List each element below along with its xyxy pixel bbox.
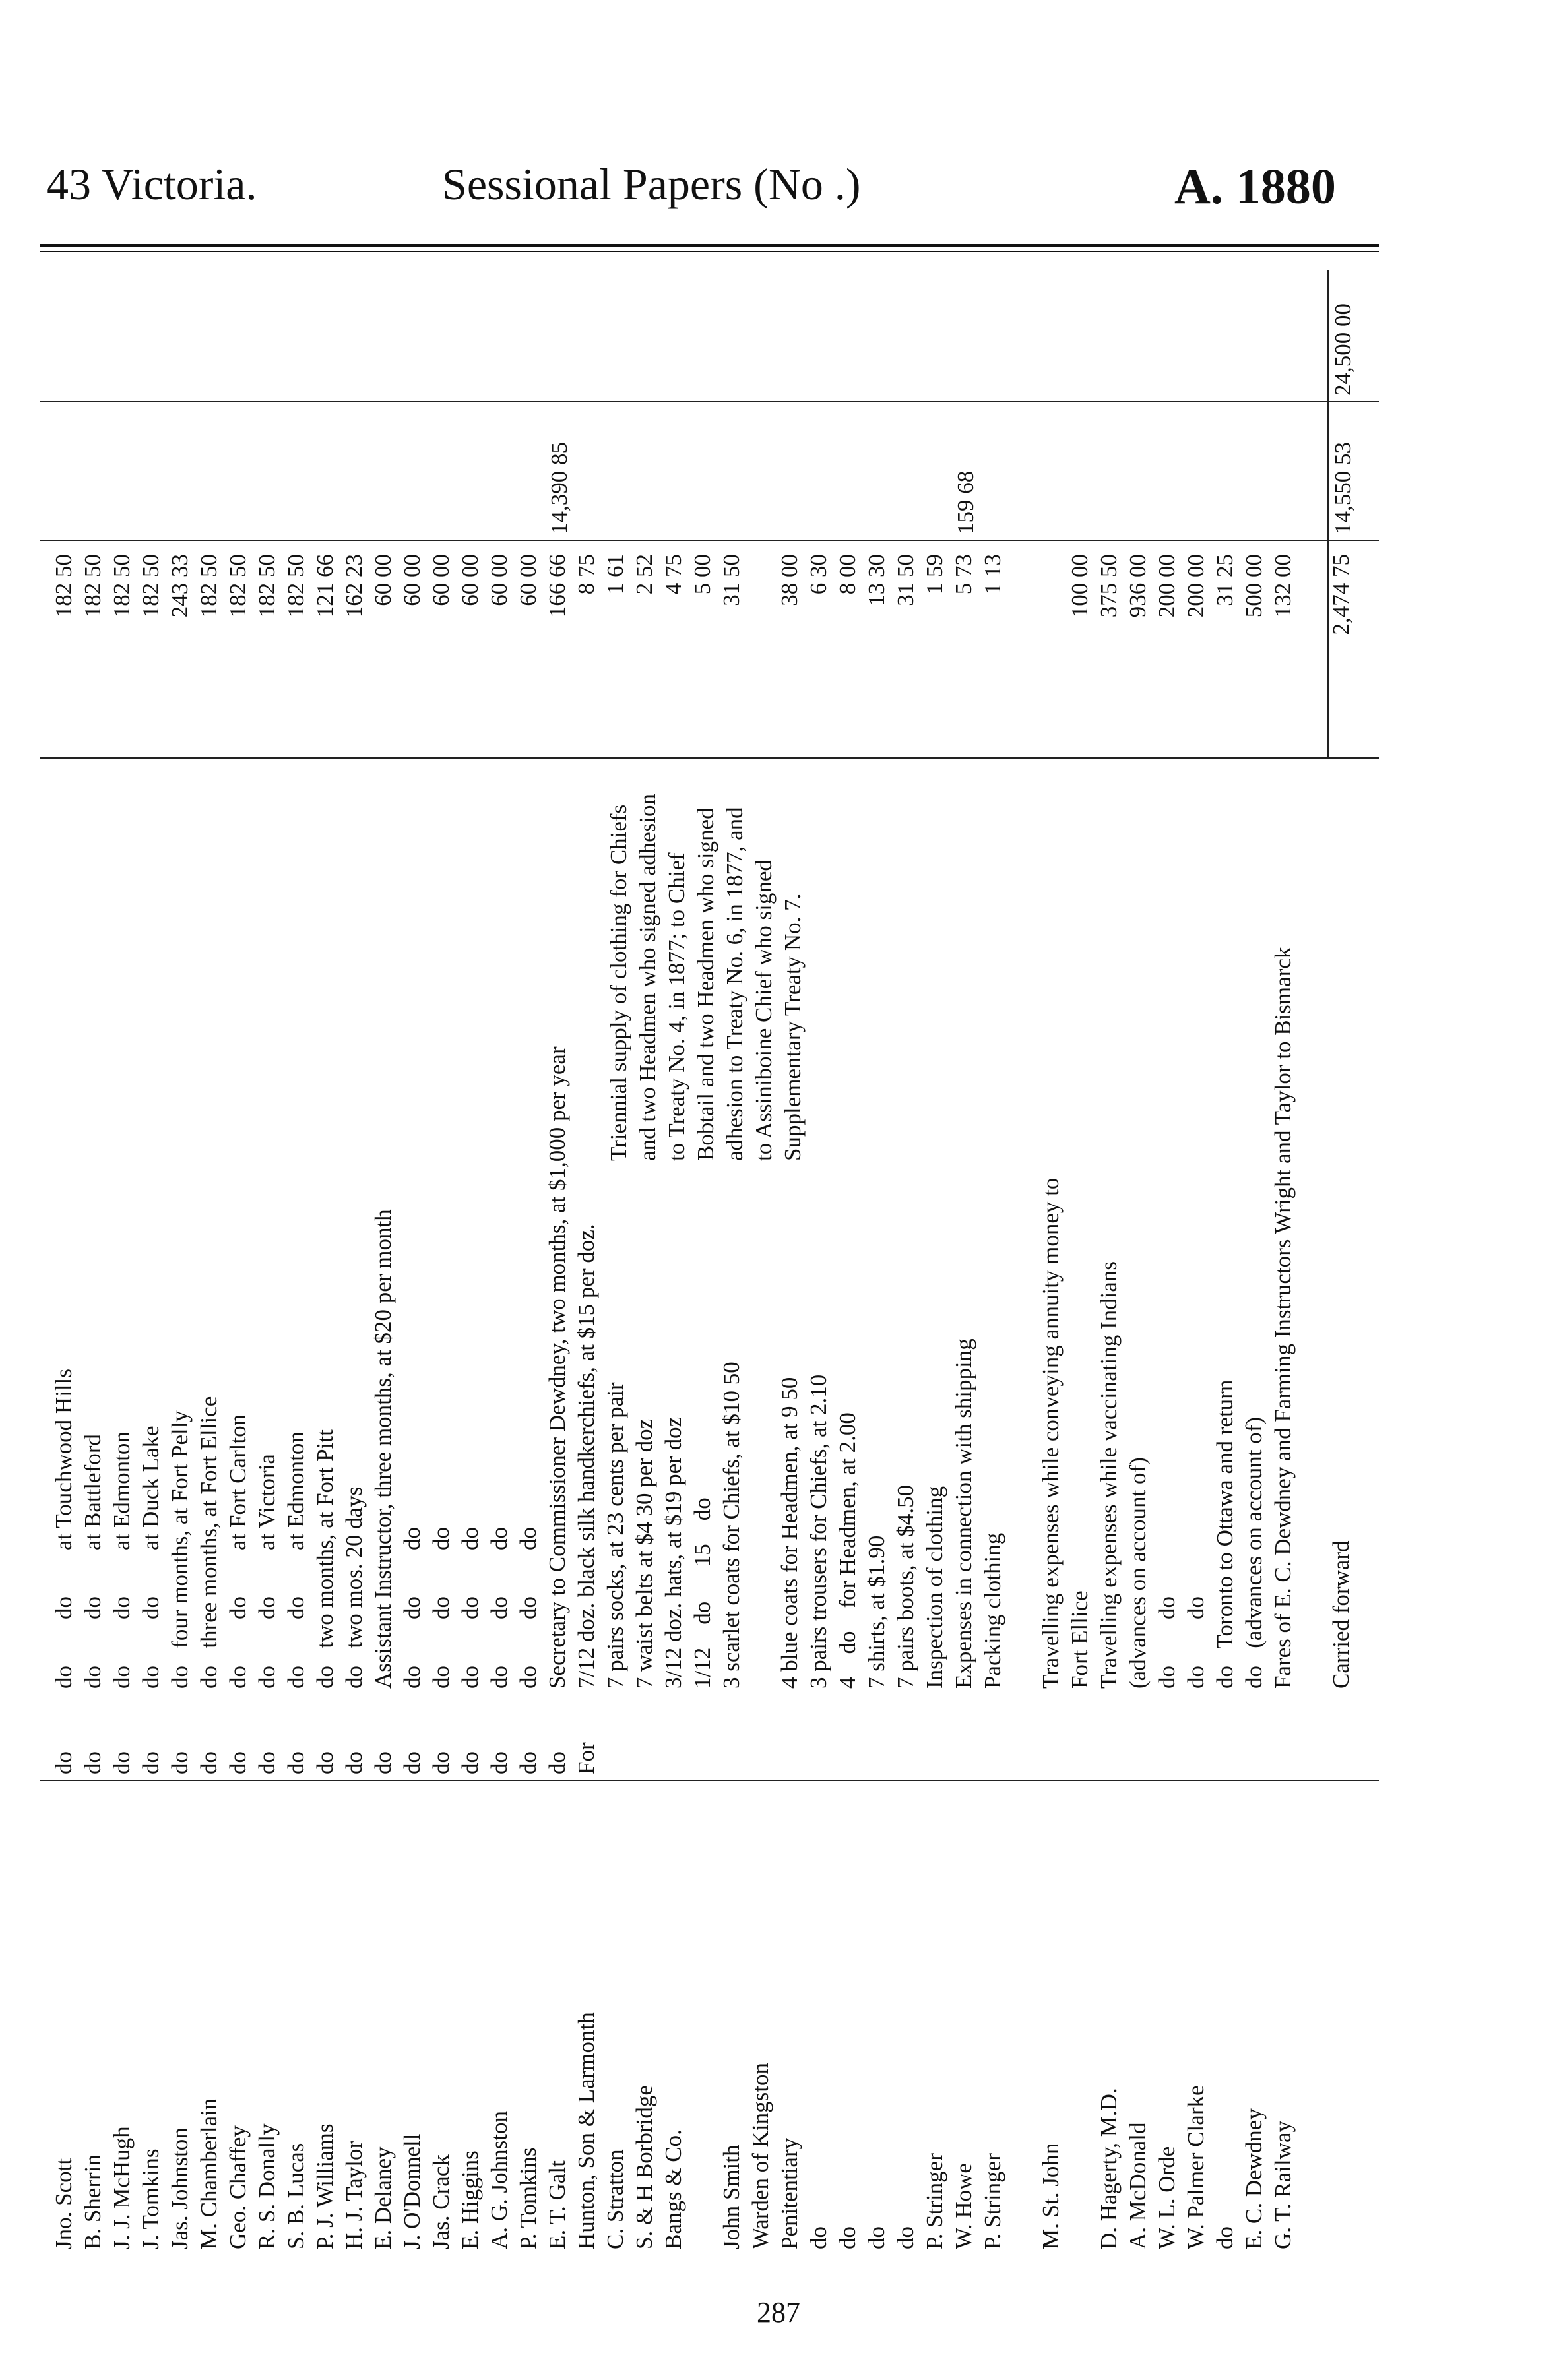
row-item: do do do: [457, 1527, 483, 1689]
table-row: [1156, 270, 1185, 2249]
row-item: do do: [1154, 1596, 1180, 1689]
row-amount: 31 25: [1212, 554, 1238, 606]
row-name: R. S. Donally: [254, 2123, 280, 2249]
row-amount: 100 00: [1067, 554, 1093, 618]
row-item: 7 shirts, at $1.90: [864, 1535, 889, 1689]
total-rule: [1327, 270, 1329, 759]
header-right: A. 1880: [1174, 159, 1336, 214]
table-row: [546, 270, 575, 2249]
row-amount: 31 50: [893, 554, 918, 606]
row-amount: 60 00: [399, 554, 425, 606]
row-amount: 182 50: [80, 554, 106, 618]
row-item: do do: [1183, 1596, 1209, 1689]
row-item: (advances on account of): [1125, 1457, 1151, 1689]
row-item: Fort Ellice: [1067, 1590, 1093, 1689]
table-row: [1214, 270, 1243, 2249]
row-name: E. Higgins: [457, 2150, 483, 2249]
row-name: E. T. Galt: [544, 2160, 570, 2249]
row-item: do (advances on account of): [1241, 1416, 1267, 1689]
row-amount: 182 50: [109, 554, 135, 618]
row-name: Warden of Kingston: [747, 2063, 773, 2249]
row-ditto: do: [138, 1751, 164, 1774]
row-item: do do at Victoria: [254, 1454, 280, 1689]
table-row: [459, 270, 488, 2249]
table-row: [691, 270, 720, 2249]
row-ditto: do: [457, 1751, 483, 1774]
subtotal-value: 24,500 00: [1330, 303, 1356, 396]
row-amount: 182 50: [138, 554, 164, 618]
header-center: Sessional Papers (No .): [442, 159, 861, 209]
row-ditto: do: [167, 1751, 193, 1774]
row-name: do: [864, 2226, 889, 2249]
row-name: P. Stringer: [980, 2153, 1005, 2249]
table-row: [343, 270, 372, 2249]
row-amount: 2,474 75: [1328, 554, 1354, 635]
row-item: 4 do for Headmen, at 2.00: [835, 1412, 860, 1689]
row-amount: 60 00: [428, 554, 454, 606]
row-name: W. Palmer Clarke: [1183, 2085, 1209, 2249]
row-name: do: [893, 2226, 918, 2249]
row-name: Hunton, Son & Larmonth: [573, 2012, 599, 2249]
row-amount: 182 50: [225, 554, 251, 618]
row-name: M. Chamberlain: [196, 2098, 222, 2249]
table-row: [924, 270, 953, 2249]
row-item: do do at Fort Carlton: [225, 1414, 251, 1689]
row-item: do two months, at Fort Pitt: [312, 1429, 338, 1689]
row-name: M. St. John: [1038, 2143, 1064, 2249]
row-name: do: [1212, 2226, 1238, 2249]
row-amount: 8 75: [573, 554, 599, 595]
row-name: S. B. Lucas: [283, 2143, 309, 2249]
row-name: A. McDonald: [1125, 2122, 1151, 2249]
row-amount: 31 50: [718, 554, 744, 606]
row-ditto: do: [254, 1751, 280, 1774]
row-name: B. Sherrin: [80, 2154, 106, 2249]
subtotal-value: 14,550 53: [1330, 442, 1356, 534]
table-row: [53, 270, 82, 2249]
column-separator: [40, 540, 1379, 541]
row-item: do do at Touchwood Hills: [51, 1369, 77, 1689]
row-name: Penitentiary: [777, 2137, 802, 2249]
row-item: 7 waist belts at $4 30 per doz: [631, 1418, 657, 1689]
row-ditto: do: [225, 1751, 251, 1774]
row-ditto: do: [196, 1751, 222, 1774]
row-item: Carried forward: [1328, 1540, 1354, 1689]
row-amount: 500 00: [1241, 554, 1267, 618]
header-rule: [40, 244, 1379, 247]
table-row: [749, 270, 778, 2249]
row-ditto: do: [51, 1751, 77, 1774]
row-ditto: do: [283, 1751, 309, 1774]
page-number: 287: [757, 2296, 800, 2329]
table-row: [1330, 270, 1359, 2249]
table-row: [1272, 270, 1301, 2249]
row-ditto: do: [486, 1751, 512, 1774]
row-amount: 38 00: [777, 554, 802, 606]
row-name: P. Stringer: [922, 2153, 947, 2249]
row-item: do do at Duck Lake: [138, 1425, 164, 1689]
row-name: W. L. Orde: [1154, 2146, 1180, 2249]
row-name: J. O'Donnell: [399, 2133, 425, 2249]
row-amount: 60 00: [457, 554, 483, 606]
row-item: do do do: [428, 1527, 454, 1689]
row-item: 1/12 do 15 do: [689, 1497, 715, 1689]
row-ditto: do: [109, 1751, 135, 1774]
row-name: S. & H Borbridge: [631, 2085, 657, 2249]
table-row: [575, 270, 604, 2249]
row-amount: 5 00: [689, 554, 715, 595]
table-row: [1301, 270, 1330, 2249]
row-ditto: For: [573, 1742, 599, 1774]
row-amount: 1 61: [602, 554, 628, 595]
row-item: 7 pairs boots, at $4.50: [893, 1484, 918, 1689]
row-name: P. Tomkins: [515, 2147, 541, 2249]
row-amount: 8 00: [835, 554, 860, 595]
table-row: [285, 270, 314, 2249]
row-ditto: do: [312, 1751, 338, 1774]
row-amount: 1 13: [980, 554, 1005, 595]
row-name: Geo. Chaffey: [225, 2125, 251, 2249]
row-item: do do do: [515, 1527, 541, 1689]
table-row: [111, 270, 140, 2249]
table-row: [256, 270, 285, 2249]
table-row: [140, 270, 169, 2249]
table-row: [837, 270, 866, 2249]
row-amount: 182 50: [254, 554, 280, 618]
row-amount: 200 00: [1183, 554, 1209, 618]
table-row: [720, 270, 749, 2249]
table-row: [982, 270, 1011, 2249]
row-item: Packing clothing: [980, 1532, 1005, 1689]
row-ditto: do: [515, 1751, 541, 1774]
table-row: [430, 270, 459, 2249]
row-amount: 60 00: [486, 554, 512, 606]
row-amount: 375 50: [1096, 554, 1122, 618]
row-name: C. Stratton: [602, 2149, 628, 2249]
row-amount: 4 75: [660, 554, 686, 595]
table-row: [604, 270, 633, 2249]
row-item: Travelling expenses while conveying annuity money to: [1038, 1177, 1064, 1689]
rotated-table-stage: [40, 270, 1379, 2249]
row-amount: 13 30: [864, 554, 889, 606]
row-item: Fares of E. C. Dewdney and Farming Instructors Wright and Taylor to Bismarck: [1270, 947, 1296, 1689]
row-amount: 121 66: [312, 554, 338, 618]
row-amount: 182 50: [283, 554, 309, 618]
row-amount: 166 66: [544, 554, 570, 618]
table-row: [1040, 270, 1069, 2249]
row-item: Expenses in connection with shipping: [951, 1338, 976, 1689]
row-item: do do do: [486, 1527, 512, 1689]
brace-note: Triennial supply of clothing for Chiefs and two Headmen who signed adhesion to Treaty No. 4, in 1877; to Chief Bobtail and two Headmen who signed adhesion to Treaty No. 6, in 1877, and to Assiniboine Chief who signed Supplementary Treaty No. 7.: [606, 794, 806, 1161]
row-name: John Smith: [718, 2145, 744, 2249]
row-item: do Toronto to Ottawa and return: [1212, 1379, 1238, 1689]
row-ditto: do: [544, 1751, 570, 1774]
table-row: [866, 270, 895, 2249]
row-item: Inspection of clothing: [922, 1486, 947, 1689]
row-name: W. Howe: [951, 2163, 976, 2249]
table-row: [808, 270, 837, 2249]
table-row: [633, 270, 662, 2249]
table-row: [1185, 270, 1214, 2249]
row-item: 3 scarlet coats for Chiefs, at $10 50: [718, 1362, 744, 1689]
table-row: [895, 270, 924, 2249]
row-amount: 132 00: [1270, 554, 1296, 618]
row-name: Jno. Scott: [51, 2158, 77, 2249]
row-name: A. G. Johnston: [486, 2110, 512, 2249]
row-amount: 5 73: [951, 554, 976, 595]
row-amount: 162 23: [341, 554, 367, 618]
row-item: 7 pairs socks, at 23 cents per pair: [602, 1382, 628, 1689]
column-separator: [40, 401, 1379, 402]
row-item: do do at Edmonton: [283, 1431, 309, 1689]
row-name: D. Hagerty, M.D.: [1096, 2088, 1122, 2249]
row-name: do: [806, 2226, 831, 2249]
row-item: Travelling expenses while vaccinating Indians: [1096, 1261, 1122, 1689]
row-name: Bangs & Co.: [660, 2129, 686, 2249]
row-item: do do at Battleford: [80, 1434, 106, 1689]
table-row: [1243, 270, 1272, 2249]
row-ditto: do: [370, 1751, 396, 1774]
table-row: [227, 270, 256, 2249]
row-amount: 1 59: [922, 554, 947, 595]
row-amount: 200 00: [1154, 554, 1180, 618]
row-name: G. T. Railway: [1270, 2120, 1296, 2249]
row-amount: 6 30: [806, 554, 831, 595]
header-rule-thin: [40, 251, 1379, 252]
row-name: Jas. Crack: [428, 2154, 454, 2249]
row-name: J. Tomkins: [138, 2148, 164, 2249]
row-name: J. J. McHugh: [109, 2126, 135, 2249]
row-item: 3 pairs trousers for Chiefs, at 2.10: [806, 1374, 831, 1689]
table-row: [488, 270, 517, 2249]
row-ditto: do: [428, 1751, 454, 1774]
table-row: [198, 270, 227, 2249]
row-item: do three months, at Fort Ellice: [196, 1396, 222, 1689]
row-item: do do at Edmonton: [109, 1431, 135, 1689]
row-item: do four months, at Fort Pelly: [167, 1410, 193, 1689]
subtotal-value: 14,390 85: [546, 442, 572, 534]
row-ditto: do: [399, 1751, 425, 1774]
table-row: [778, 270, 808, 2249]
table-row: [401, 270, 430, 2249]
column-separator: [40, 757, 1379, 759]
row-item: do do do: [399, 1527, 425, 1689]
row-amount: 60 00: [515, 554, 541, 606]
row-item: Secretary to Commissioner Dewdney, two months, at $1,000 per year: [544, 1046, 570, 1689]
table-row: [1069, 270, 1098, 2249]
row-amount: 60 00: [370, 554, 396, 606]
table-row: [372, 270, 401, 2249]
table-row: [82, 270, 111, 2249]
header-left: 43 Victoria.: [46, 159, 257, 209]
table-row: [1127, 270, 1156, 2249]
ledger-table: [40, 270, 1379, 2249]
row-item: 4 blue coats for Headmen, at 9 50: [777, 1377, 802, 1689]
row-name: do: [835, 2226, 860, 2249]
row-amount: 936 00: [1125, 554, 1151, 618]
table-row: [314, 270, 343, 2249]
row-name: E. C. Dewdney: [1241, 2108, 1267, 2249]
row-item: do two mos. 20 days: [341, 1486, 367, 1689]
row-item: 3/12 doz. hats, at $19 per doz: [660, 1416, 686, 1689]
table-row: [517, 270, 546, 2249]
subtotal-value: 159 68: [953, 470, 978, 534]
table-row: [662, 270, 691, 2249]
table-row: [1011, 270, 1040, 2249]
row-name: H. J. Taylor: [341, 2141, 367, 2249]
row-name: P. J. Williams: [312, 2123, 338, 2249]
row-item: 7/12 doz. black silk handkerchiefs, at $15 per doz.: [573, 1224, 599, 1689]
row-item: Assistant Instructor, three months, at $20 per month: [370, 1209, 396, 1689]
row-amount: 2 52: [631, 554, 657, 595]
column-separator: [40, 1780, 1379, 1781]
row-ditto: do: [80, 1751, 106, 1774]
table-row: [1098, 270, 1127, 2249]
table-row: [169, 270, 198, 2249]
row-amount: 182 50: [196, 554, 222, 618]
row-name: E. Delaney: [370, 2146, 396, 2249]
table-row: [953, 270, 982, 2249]
row-amount: 182 50: [51, 554, 77, 618]
row-amount: 243 33: [167, 554, 193, 618]
row-ditto: do: [341, 1751, 367, 1774]
row-name: Jas. Johnston: [167, 2127, 193, 2249]
